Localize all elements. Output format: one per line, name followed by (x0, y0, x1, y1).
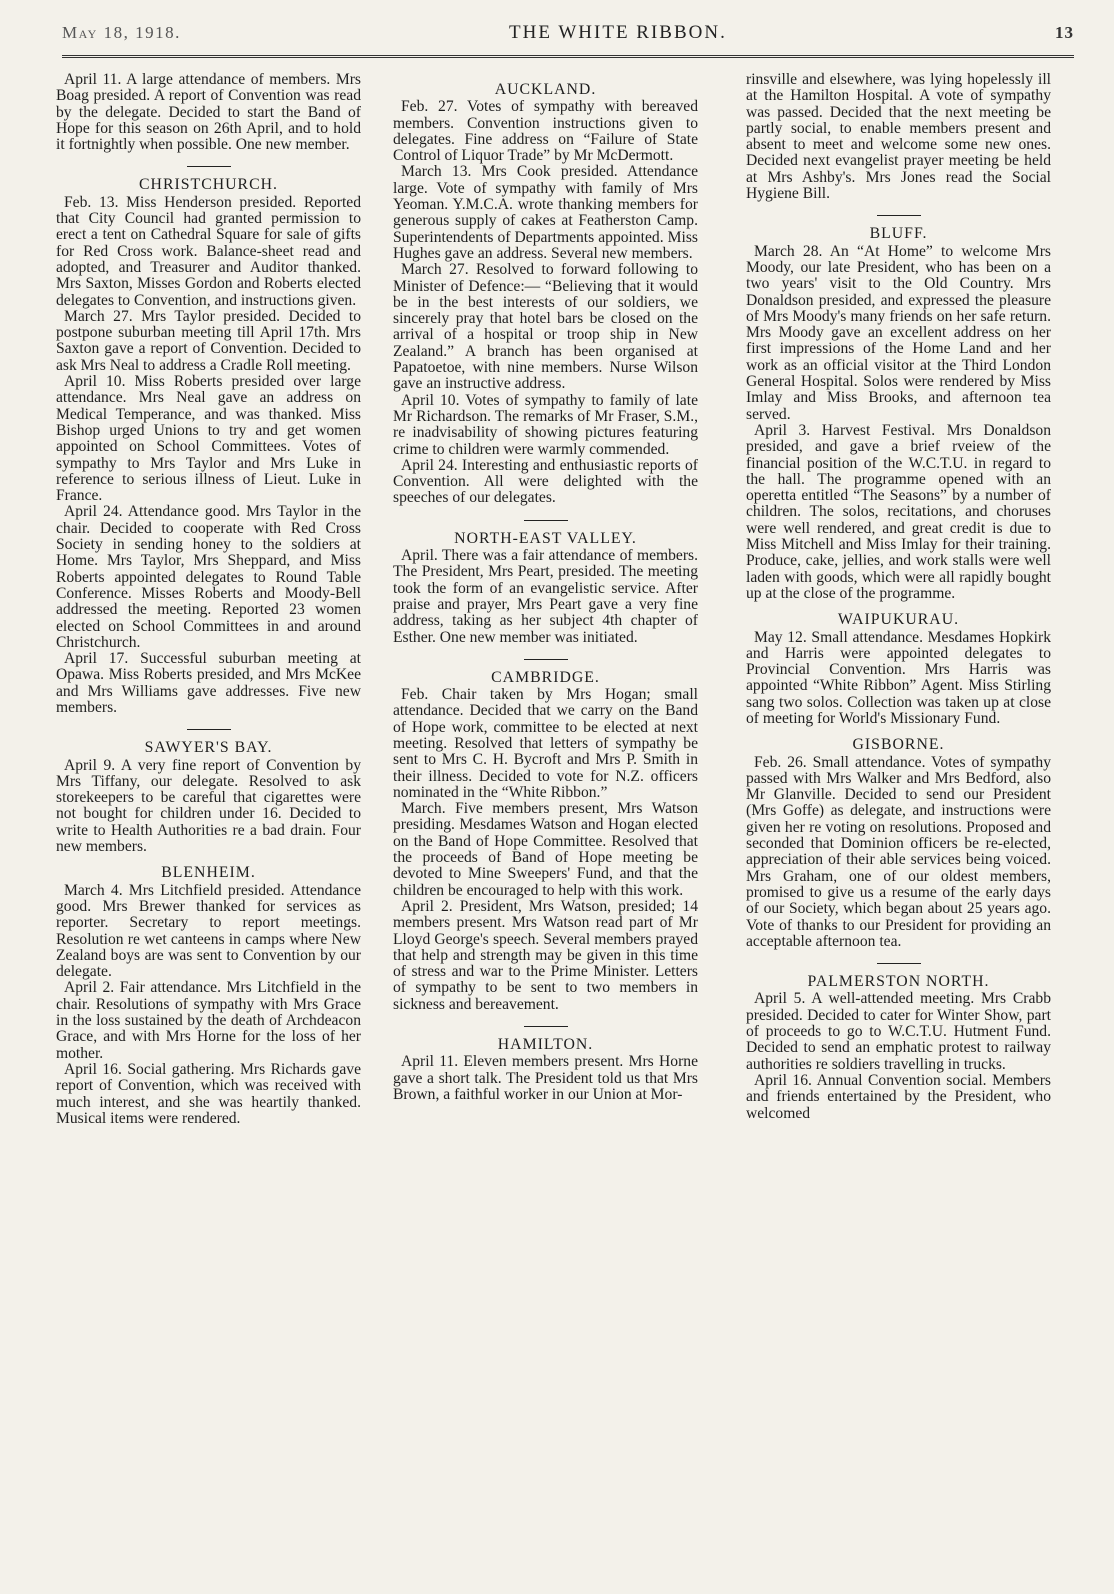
report-paragraph: April 10. Votes of sympathy to family of late Mr Richardson. The remarks of Mr Fraser, S.M., re inadvisability of showing pictures featuring crime to children were warmly commended. (393, 391, 698, 458)
masthead (62, 22, 1074, 52)
section-heading: GISBORNE. (852, 736, 945, 754)
report-paragraph: Feb. 26. Small attendance. Votes of sympathy passed with Mrs Walker and Mrs Bedford, also Mr Glanville. Decided to send our President (Mrs Goffe) as delegate, and instructions were given her re voting on resolutions. Proposed and seconded that Dominion officers be re-elected, appreciation of their able services being voiced. Mrs Graham, one of our oldest members, promised to give us a resume of the early days of our Society, which began about 25 years ago. Vote of thanks to our President for providing an acceptable afternoon tea. (746, 753, 1051, 950)
report-paragraph: April 11. Eleven members present. Mrs Horne gave a short talk. The President told us that Mrs Brown, a faithful worker in our Union at Mor- (393, 1053, 698, 1103)
report-paragraph: March 27. Mrs Taylor presided. Decided to postpone suburban meeting till April 17th. Mrs Saxton gave a report of Convention. Decided to ask Mrs Neal to address a Cradle Roll meeting. (56, 307, 361, 374)
column-2 (393, 72, 698, 1582)
section-divider (187, 166, 231, 167)
section-heading: NORTH-EAST VALLEY. (454, 529, 637, 547)
report-paragraph: Feb. Chair taken by Mrs Hogan; small attendance. Decided that we carry on the Band of Hope work, committee to be elected at next meeting. Resolved that letters of sympathy be sent to Mrs C. H. Bycroft and Mrs P. Smith in their illness. Decided to vote for N.Z. officers nominated in the “White Ribbon.” (393, 686, 698, 801)
report-paragraph: April 2. President, Mrs Watson, presided; 14 members present. Mrs Watson read part of Mr Lloyd George's speech. Several members prayed that help and strength may be given in this time of stress and war to the Prime Minister. Letters of sympathy to be sent to two members in sickness and bereavement. (393, 897, 698, 1013)
section-divider (524, 1026, 568, 1027)
report-paragraph: April 5. A well-attended meeting. Mrs Crabb presided. Decided to cater for Winter Show, part of proceeds to go to W.C.T.U. Hutment Fund. Decided to send an emphatic protest to railway authorities re soldiers travelling in trucks. (746, 990, 1051, 1073)
report-paragraph: April 24. Attendance good. Mrs Taylor in the chair. Decided to cooperate with Red Cross Society in sending honey to the soldiers at Home. Mrs Taylor, Mrs Sheppard, and Miss Roberts appointed delegates to Round Table Conference. Misses Roberts and Moody-Bell addressed the meeting. Reported 23 women elected on School Committees in and around Christchurch. (56, 503, 361, 651)
section-heading: SAWYER'S BAY. (144, 739, 273, 757)
report-paragraph: April 11. A large attendance of members. Mrs Boag presided. A report of Convention was read by the delegate. Decided to start the Band of Hope for this season on 26th April, and to hold it fortnightly when possible. One new member. (56, 72, 361, 154)
report-paragraph: April 3. Harvest Festival. Mrs Donaldson presided, and gave a brief rveiew of the financial position of the W.C.T.U. in regard to the hall. The programme opened with an operetta entitled “The Seasons” by a number of children. The solos, recitations, and choruses were well rendered, and great credit is due to Miss Mitchell and Miss Imlay for their training. Produce, cake, jellies, and work stalls were well laden with goods, which were all rapidly bought up at the close of the programme. (746, 421, 1051, 602)
continued-paragraph: rinsville and elsewhere, was lying hopelessly ill at the Hamilton Hospital. A vote of sympathy was passed. Decided that the next meeting be partly social, to enable members present and absent to meet and welcome some new ones. Decided next evangelist prayer meeting be held at Mrs Ashby's. Mrs Jones read the Social Hygiene Bill. (746, 72, 1051, 203)
section-heading: BLENHEIM. (161, 864, 256, 882)
section-divider (524, 659, 568, 660)
section-divider (877, 215, 921, 216)
report-paragraph: March 4. Mrs Litchfield presided. Attendance good. Mrs Brewer thanked for services as reporter. Secretary to report meetings. Resolution re wet canteens in camps where New Zealand boys are was sent to Convention by our delegate. (56, 881, 361, 981)
report-paragraph: March. Five members present, Mrs Watson presiding. Mesdames Watson and Hogan elected on the Band of Hope Committee. Resolved that the proceeds of Band of Hope meeting be devoted to Mine Sweepers' Fund, and that the children be encouraged to help with this work. (393, 800, 698, 899)
report-paragraph: April 10. Miss Roberts presided over large attendance. Mrs Neal gave an address on Medical Temperance, and was thanked. Miss Bishop urged Unions to try and get women appointed on School Committees. Votes of sympathy to Mrs Taylor and Mrs Luke in reference to serious illness of Lieut. Luke in France. (56, 373, 361, 505)
report-paragraph: March 27. Resolved to forward following to Minister of Defence:— “Believing that it would be in the best interests of our soldiers, we sincerely pray that hotel bars be closed on the arrival of a hospital or troop ship in New Zealand.” A branch has been organised at Papatoetoe, with nine members. Nurse Wilson gave an instructive address. (393, 261, 698, 393)
report-paragraph: March 28. An “At Home” to welcome Mrs Moody, our late President, who has been on a two years' visit to the Old Country. Mrs Donaldson presided, and expressed the pleasure of Mrs Moody's many friends on her safe return. Mrs Moody gave an excellent address on her first impressions of the Home Land and her work as an official visitor at the Third London General Hospital. Solos were rendered by Miss Imlay and Miss Brooks, and afternoon tea served. (746, 242, 1051, 423)
issue-date: May 18, 1918. (62, 23, 181, 42)
report-paragraph: April. There was a fair attendance of members. The President, Mrs Peart, presided. The meeting took the form of an evangelistic service. After praise and prayer, Mrs Peart gave a very fine address, taking as her subject 4th chapter of Esther. One new member was initiated. (393, 547, 698, 646)
report-paragraph: April 2. Fair attendance. Mrs Litchfield in the chair. Resolutions of sympathy with Mrs Grace in the loss sustained by the death of Archdeacon Grace, and with Mrs Horne for the loss of her mother. (56, 979, 361, 1062)
report-paragraph: April 16. Annual Convention social. Members and friends entertained by the President, who welcomed (746, 1071, 1051, 1122)
report-paragraph: March 13. Mrs Cook presided. Attendance large. Vote of sympathy with family of Mrs Yeoman. Y.M.C.A. wrote thanking members for generous supply of cakes at Featherston Camp. Superintendents of Departments appointed. Miss Hughes gave an address. Several new members. (393, 163, 698, 262)
column-3 (746, 72, 1051, 1582)
section-heading: BLUFF. (869, 225, 928, 243)
section-heading: AUCKLAND. (494, 81, 597, 98)
section-heading: CHRISTCHURCH. (139, 176, 278, 194)
section-heading: HAMILTON. (497, 1036, 594, 1054)
report-paragraph: April 16. Social gathering. Mrs Richards gave report of Convention, which was received with much interest, and she was heartily thanked. Musical items were rendered. (56, 1060, 361, 1127)
report-paragraph: Feb. 13. Miss Henderson presided. Reported that City Council had granted permission to erect a tent on Cathedral Square for sale of gifts for Red Cross work. Balance-sheet read and adopted, and Treasurer and Auditor thanked. Mrs Saxton, Misses Gordon and Roberts elected delegates to Convention, and instructions given. (56, 193, 361, 309)
section-heading: CAMBRIDGE. (491, 668, 600, 686)
report-paragraph: Feb. 27. Votes of sympathy with bereaved members. Convention instructions given to delegates. Fine address on “Failure of State Control of Liquor Trade” by Mr McDermott. (393, 98, 698, 165)
section-heading: PALMERSTON NORTH. (807, 973, 990, 991)
section-heading: WAIPUKURAU. (837, 611, 960, 629)
report-paragraph: May 12. Small attendance. Mesdames Hopkirk and Harris were appointed delegates to Provincial Convention. Mrs Harris was appointed “White Ribbon” Agent. Miss Stirling sang two solos. Collection was taken up at close of meeting for World's Missionary Fund. (746, 628, 1051, 727)
newspaper-title: THE WHITE RIBBON. (509, 22, 727, 43)
section-divider (877, 963, 921, 964)
page-number: 13 (1055, 23, 1074, 42)
report-paragraph: April 17. Successful suburban meeting at Opawa. Miss Roberts presided, and Mrs McKee and Mrs Williams gave addresses. Five new members. (56, 650, 361, 716)
column-1 (56, 72, 361, 1582)
report-paragraph: April 9. A very fine report of Convention by Mrs Tiffany, our delegate. Resolved to ask storekeepers to be careful that cigarettes were not bought for children under 16. Decided to write to Health Authorities re a bad drain. Four new members. (56, 756, 361, 856)
header-rule (62, 55, 1074, 61)
section-divider (524, 520, 568, 521)
section-divider (187, 729, 231, 730)
report-paragraph: April 24. Interesting and enthusiastic reports of Convention. All were delighted with the speeches of our delegates. (393, 456, 698, 507)
